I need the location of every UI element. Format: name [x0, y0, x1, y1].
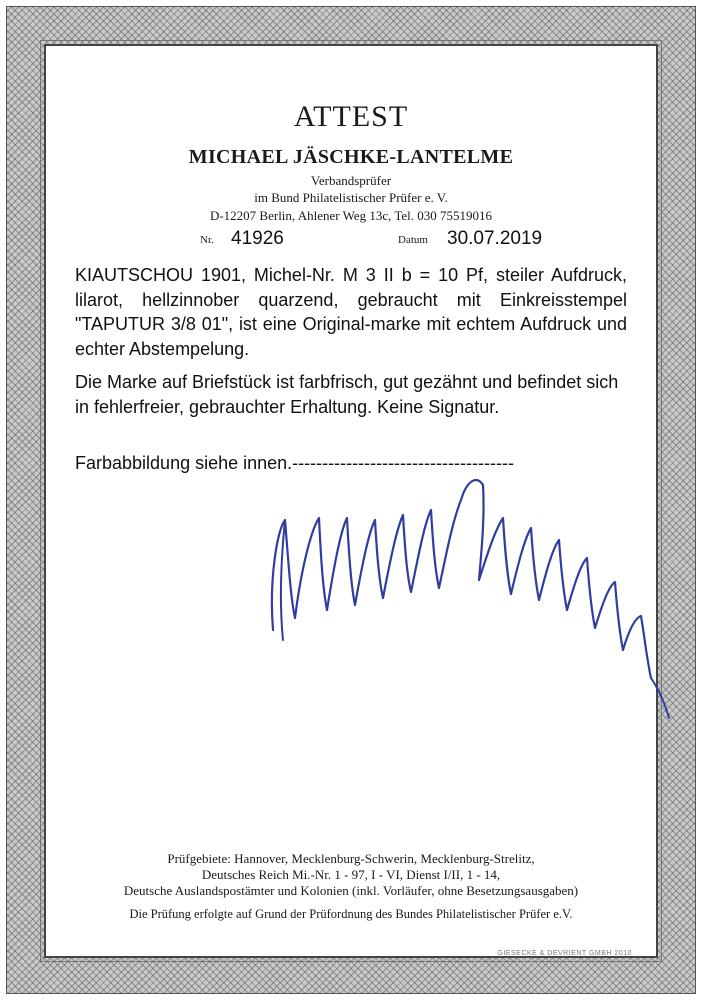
stamp-description: KIAUTSCHOU 1901, Michel-Nr. M 3 II b = 10 Pf, steiler Aufdruck, lilarot, hellzinnober quarzend, gebraucht mit Einkreisstempel "TAPUTUR 3/8 01", ist eine Original-marke mit echtem Aufdruck und echter Abstempelung. — [75, 265, 627, 359]
image-note: Farbabbildung siehe innen.------------------------------------- — [75, 453, 514, 473]
printer-imprint: GIESECKE & DEVRIENT GMBH 2010 — [497, 950, 632, 957]
examiner-association: im Bund Philatelistischer Prüfer e. V. — [254, 190, 448, 205]
signature-stroke-tail — [651, 678, 669, 718]
examiner-address: D-12207 Berlin, Ahlener Weg 13c, Tel. 030 75519016 — [209, 208, 493, 223]
examiner-signature — [255, 460, 675, 720]
certificate-number-label: Nr. — [200, 234, 214, 246]
regulation-note: Die Prüfung erfolgte auf Grund der Prüfordnung des Bundes Philatelistischer Prüfer e.V. — [129, 907, 573, 921]
certificate-number: 41926 — [231, 228, 284, 249]
condition-description: Die Marke auf Briefstück ist farbfrisch, gut gezähnt und befindet sich in fehlerfreier, gebrauchter Erhaltung. Keine Signatur. — [75, 372, 619, 417]
testing-areas-line2: Deutsches Reich Mi.-Nr. 1 - 97, I - VI, Dienst I/II, 1 - 14, — [201, 867, 501, 882]
signature-stroke-main — [272, 480, 651, 678]
signature-stroke-lead — [281, 520, 285, 640]
examiner-name: MICHAEL JÄSCHKE-LANTELME — [188, 146, 514, 168]
testing-areas-line3: Deutsche Auslandspostämter und Kolonien (inkl. Vorläufer, ohne Besetzungsausgaben) — [123, 883, 579, 898]
certificate-date: 30.07.2019 — [447, 228, 543, 249]
date-label: Datum — [398, 234, 428, 246]
testing-areas-line1: Prüfgebiete: Hannover, Mecklenburg-Schwerin, Mecklenburg-Strelitz, — [167, 851, 535, 866]
examiner-role: Verbandsprüfer — [310, 173, 392, 188]
certificate-title: ATTEST — [293, 100, 409, 133]
